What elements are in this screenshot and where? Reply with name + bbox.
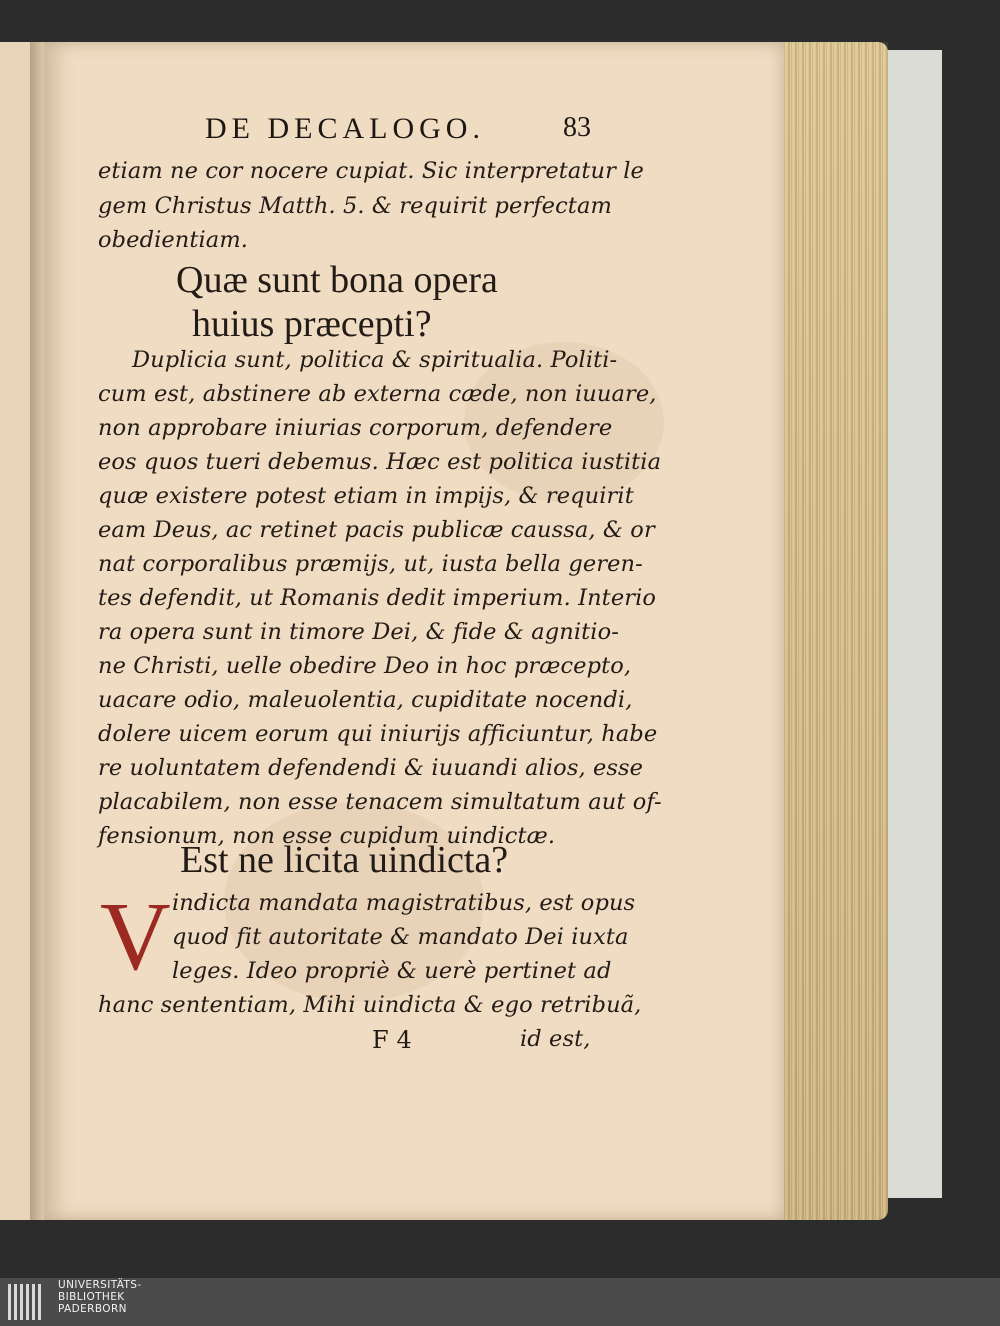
text-line: nat corporalibus præmijs, ut, iusta bella geren- bbox=[98, 551, 643, 577]
logo-line: UNIVERSITÄTS- bbox=[58, 1279, 142, 1291]
library-logo-icon bbox=[8, 1284, 52, 1320]
library-logo-text bbox=[58, 1279, 142, 1315]
text-line: fensionum, non esse cupidum uindictæ. bbox=[98, 823, 556, 849]
text-line: re uoluntatem defendendi & iuuandi alios, esse bbox=[98, 755, 644, 781]
text-line: indicta mandata magistratibus, est opus bbox=[172, 890, 636, 916]
text-line: quæ existere potest etiam in impijs, & requirit bbox=[98, 483, 634, 509]
text-line: eam Deus, ac retinet pacis publicæ caussa, & or bbox=[98, 517, 655, 543]
text-line: gem Christus Matth. 5. & requirit perfectam bbox=[98, 193, 612, 219]
logo-line: BIBLIOTHEK bbox=[58, 1291, 125, 1303]
text-line: quod fit autoritate & mandato Dei iuxta bbox=[172, 924, 629, 950]
text-line: dolere uicem eorum qui iniurijs afficiuntur, habe bbox=[98, 721, 658, 747]
logo-line: PADERBORN bbox=[58, 1303, 127, 1315]
text-line: eos quos tueri debemus. Hæc est politica iustitia bbox=[98, 449, 662, 475]
section-heading: huius præcepti? bbox=[192, 303, 432, 345]
section-heading: Quæ sunt bona opera bbox=[176, 259, 498, 301]
text-line: Duplicia sunt, politica & spiritualia. Politi- bbox=[132, 347, 618, 373]
text-line: leges. Ideo propriè & uerè pertinet ad bbox=[172, 958, 612, 984]
signature-mark: F 4 bbox=[372, 1026, 412, 1054]
text-line: placabilem, non esse tenacem simultatum aut of- bbox=[98, 789, 662, 815]
section-heading: Est ne licita uindicta? bbox=[180, 839, 509, 881]
text-line: uacare odio, maleuolentia, cupiditate nocendi, bbox=[98, 687, 633, 713]
drop-initial: V bbox=[100, 883, 171, 991]
catchword: id est, bbox=[520, 1026, 591, 1052]
text-line: etiam ne cor nocere cupiat. Sic interpretatur le bbox=[98, 158, 644, 184]
library-footer-bar bbox=[0, 1278, 1000, 1326]
text-line: tes defendit, ut Romanis dedit imperium. Interio bbox=[98, 585, 657, 611]
text-line: ra opera sunt in timore Dei, & fide & agnitio- bbox=[98, 619, 619, 645]
book-page-edges bbox=[770, 42, 888, 1220]
page-number: 83 bbox=[563, 112, 591, 143]
text-line: obedientiam. bbox=[98, 227, 249, 253]
text-line: ne Christi, uelle obedire Deo in hoc præcepto, bbox=[98, 653, 632, 679]
text-line: hanc sententiam, Mihi uindicta & ego retribuã, bbox=[98, 992, 642, 1018]
text-line: cum est, abstinere ab externa cæde, non iuuare, bbox=[98, 381, 657, 407]
text-line: non approbare iniurias corporum, defendere bbox=[98, 415, 613, 441]
running-head: DE DECALOGO. bbox=[205, 112, 485, 145]
